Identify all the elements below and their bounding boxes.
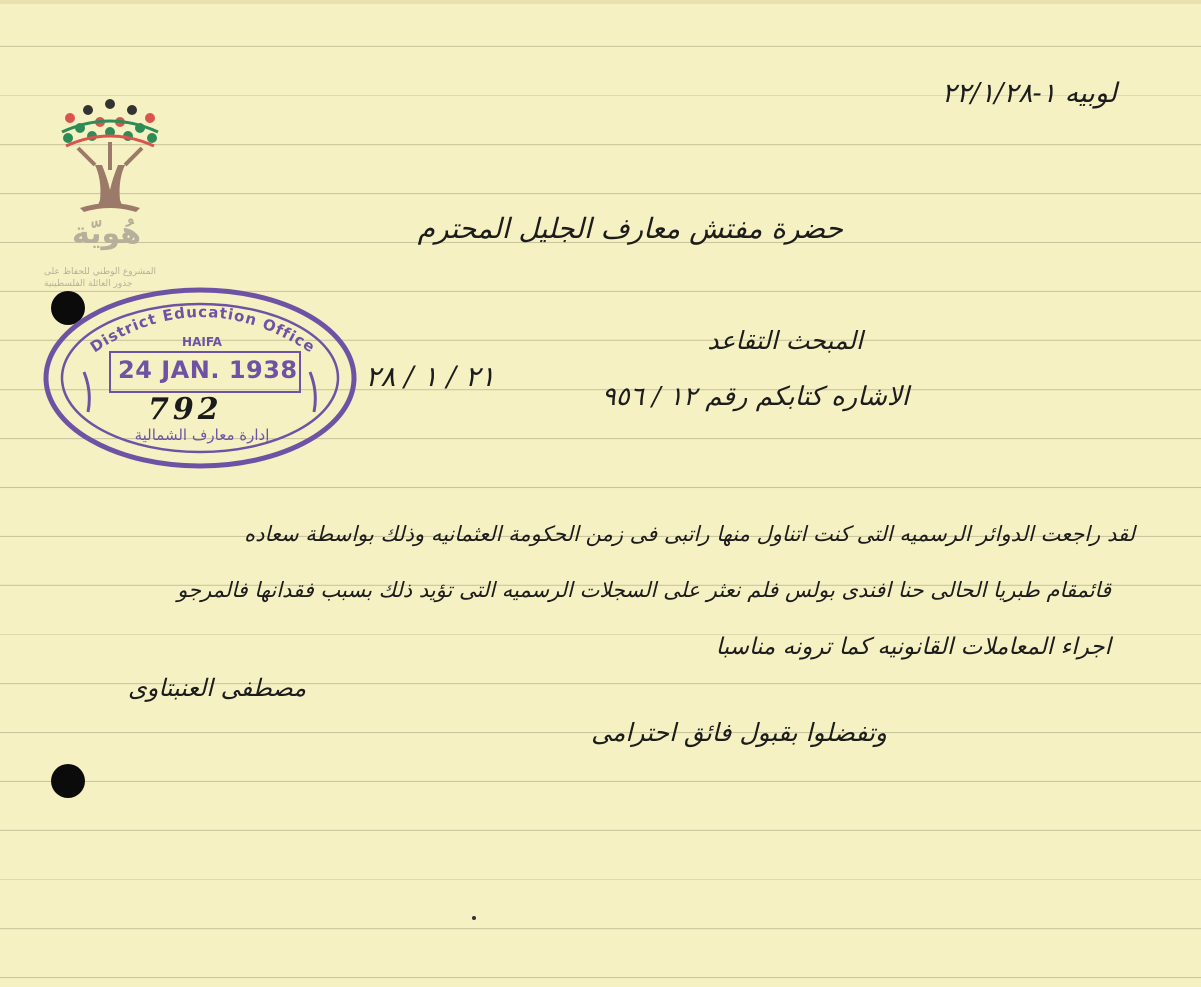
reference-date: ٢١ / ١ / ٢٨ [365,360,495,393]
tree-icon [62,99,158,212]
signature-name: مصطفى العنبتاوى [128,674,307,702]
closing-line: وتفضلوا بقبول فائق احترامى [591,718,887,747]
body-line-2: قائمقام طبريا الحالى حنا افندى بولس فلم نعثر على السجلات الرسميه التى تؤيد ذلك بسبب فقدانها فالمرجو [177,578,1111,602]
reference-line: الاشاره كتابكم رقم ١٢ / ٩٥٦ [601,382,909,412]
ink-speck [472,916,476,920]
addressee-line: حضرة مفتش معارف الجليل المحترم [417,212,843,245]
place-and-date: لوبيه ١-٢٢/١/٢٨ [941,78,1117,109]
stamp-number: 792 [148,392,223,427]
punch-hole-bottom [51,764,85,798]
logo-wordmark: هُويّة [72,216,142,251]
body-line-3: اجراء المعاملات القانونيه كما ترونه مناسبا [715,634,1111,660]
body-line-1: لقد راجعت الدوائر الرسميه التى كنت اتناول منها راتبى فى زمن الحكومة العثمانيه وذلك بواسطة سعاده [244,522,1135,546]
top-edge [0,0,1201,4]
stamp-arabic-text: إدارة معارف الشمالية [134,426,270,444]
logo-tagline-2: جذور العائلة الفلسطينية [44,279,133,289]
stamp-date: 24 JAN. 1938 [118,356,298,384]
heritage-tree-logo [40,70,180,290]
stamp-office-text: District Education Office [86,302,319,357]
logo-tagline-1: المشروع الوطني للحفاظ على [44,267,157,277]
stamp-city: HAIFA [182,335,222,349]
subject-line: المبحث التقاعد [707,326,863,355]
